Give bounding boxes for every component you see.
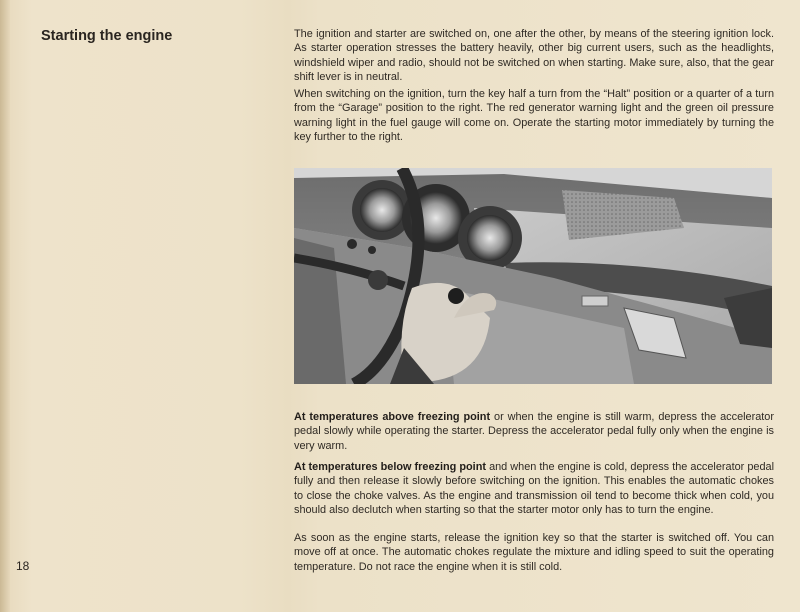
below-freezing-lead: At temperatures below freezing point [294,461,486,473]
binding-gutter [0,0,10,612]
paragraph-above-freezing [294,410,774,453]
paragraph-engine-starts: As soon as the engine starts, release the ignition key so that the starter is switched off. You can move off at once. The automatic chokes regulate the mixture and idling speed to suit the operating temperature. Do not race the engine when it is still cold. [294,532,774,573]
section-heading: Starting the engine [41,28,173,44]
dashboard-photo [294,168,772,384]
above-freezing-lead: At temperatures above freezing point [294,411,491,423]
paragraph-below-freezing [294,460,774,518]
above-freezing-text: or when the engine is still warm, depress the accelerator pedal slowly while operating the starter. Depress the accelerator pedal fully only when the engine is very warm. [294,411,774,452]
paragraph-switching-on: When switching on the ignition, turn the key half a turn from the “Halt” position or a quarter of a turn from the “Garage” position to the right. The red generator warning light and the green oil pressure warning light in the fuel gauge will come on. Operate the starting motor immediately by turning the key further to the right. [294,88,774,144]
page-number: 18 [16,559,30,573]
paragraph-ignition-lock: The ignition and starter are switched on, one after the other, by means of the steering ignition lock. As starter operation stresses the battery heavily, other big current users, such as the headlights, windshield wiper and radio, should not be switched on when starting. Make sure, also, that the gear shift lever is in neutral. [294,28,774,84]
below-freezing-text: and when the engine is cold, depress the accelerator pedal fully and then release it slowly before switching on the ignition. This enables the automatic chokes to close the choke valves. As the engine and transmission oil tend to become thick when cold, you should also declutch when starting so that the starter motor only has to turn the engine. [294,461,774,517]
